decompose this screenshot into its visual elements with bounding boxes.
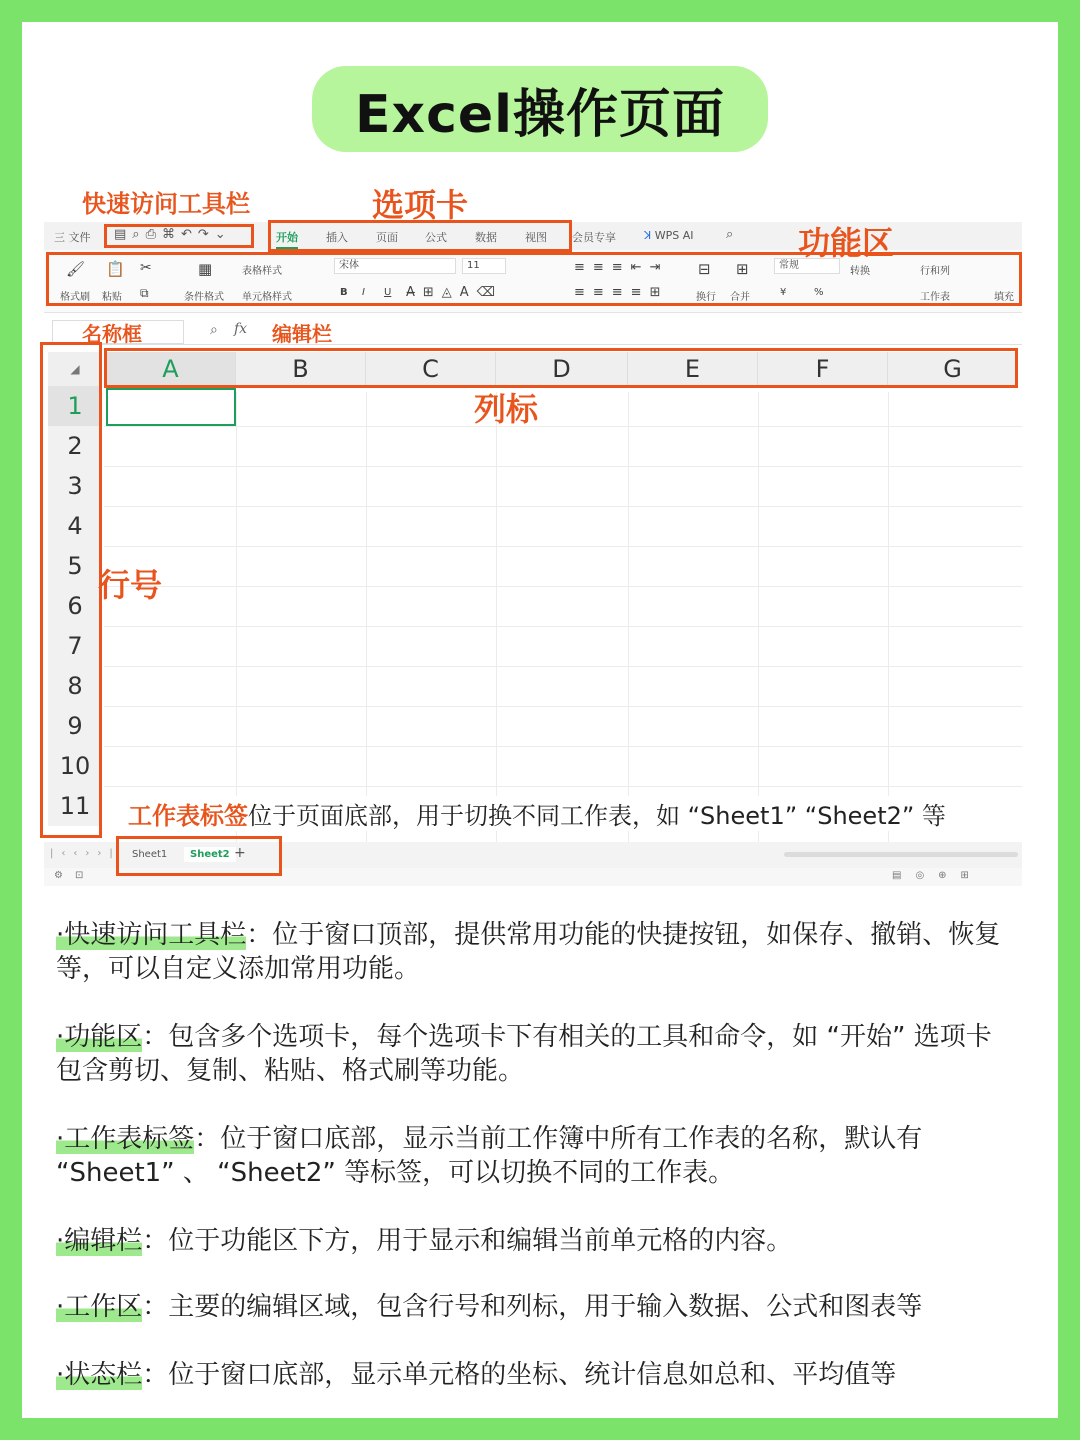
bold-button[interactable]: B — [340, 287, 348, 298]
gridline — [104, 586, 1022, 587]
row-header[interactable]: 9 — [48, 706, 102, 746]
column-header[interactable]: E — [628, 352, 758, 386]
tab-member[interactable]: 会员专享 — [572, 231, 616, 244]
font-size-select[interactable]: 11 — [462, 258, 506, 274]
row-header[interactable]: 10 — [48, 746, 102, 786]
gridline — [104, 506, 1022, 507]
font-tools-icons[interactable]: A̶⊞◬A⌫ — [406, 285, 504, 300]
tab-insert[interactable]: 插入 — [326, 231, 348, 244]
tab-page[interactable]: 页面 — [376, 231, 398, 244]
conditional-format-label[interactable]: 条件格式 — [184, 292, 224, 303]
align-bottom-icons[interactable]: ≡≡≡≡⊞ — [574, 285, 669, 300]
sheet-nav-arrows[interactable]: |‹‹››| — [50, 848, 121, 859]
row-header[interactable]: 2 — [48, 426, 102, 466]
gridline — [236, 392, 237, 842]
row-header[interactable]: 3 — [48, 466, 102, 506]
row-header[interactable]: 1 — [48, 386, 102, 426]
file-menu[interactable]: 三 文件 — [54, 231, 91, 244]
cut-icon[interactable]: ✂ — [140, 260, 152, 276]
gridline — [888, 392, 889, 842]
row-header[interactable]: 4 — [48, 506, 102, 546]
gridline — [366, 392, 367, 842]
desc-formula-bar: ·编辑栏：位于功能区下方，用于显示和编辑当前单元格的内容。 — [56, 1226, 793, 1256]
currency-button[interactable]: ¥ — [780, 287, 787, 298]
wrap-icon[interactable]: ⊟ — [698, 260, 711, 278]
sheet-tab-note: 工作表标签位于页面底部，用于切换不同工作表，如 “Sheet1” “Sheet2” 等 — [128, 796, 946, 831]
search-icon[interactable]: ⌕ — [726, 227, 734, 242]
column-header-highlight — [104, 348, 1018, 388]
name-box-label: 名称框 — [82, 322, 142, 346]
gridline — [104, 666, 1022, 667]
wps-ai-icon: ꓘ — [644, 229, 652, 242]
gridline — [104, 746, 1022, 747]
percent-button[interactable]: % — [814, 287, 824, 298]
worksheet-button[interactable]: 工作表 — [920, 292, 950, 303]
quick-access-icons[interactable]: ▤⌕⎙⌘↶↷⌄ — [114, 227, 232, 242]
horizontal-scrollbar[interactable] — [784, 852, 1018, 857]
gridline — [104, 466, 1022, 467]
row-header[interactable]: 8 — [48, 666, 102, 706]
table-style-button[interactable]: 表格样式 — [242, 266, 282, 277]
tab-start[interactable]: 开始 — [276, 229, 298, 249]
convert-button[interactable]: 转换 — [850, 266, 870, 277]
conditional-format-icon[interactable]: ▦ — [198, 260, 213, 278]
desc-work-area: ·工作区：主要的编辑区域，包含行号和列标，用于输入数据、公式和图表等 — [56, 1292, 923, 1322]
rows-cols-button[interactable]: 行和列 — [920, 266, 950, 277]
gridline — [496, 392, 497, 842]
merge-button[interactable]: 合并 — [730, 292, 750, 303]
sheet-tab-highlight — [116, 836, 282, 876]
fx-icon[interactable]: fx — [234, 321, 248, 337]
gridline — [758, 392, 759, 842]
tab-data[interactable]: 数据 — [475, 231, 497, 244]
formula-bar — [44, 318, 1022, 345]
paste-label[interactable]: 粘贴 — [102, 292, 122, 303]
formula-bar-label: 编辑栏 — [272, 322, 332, 346]
page-title: Excel操作页面 — [312, 66, 768, 152]
ribbon-label: 功能区 — [798, 224, 895, 262]
desc-status-bar: ·状态栏：位于窗口底部，显示单元格的坐标、统计信息如总和、平均值等 — [56, 1360, 897, 1390]
format-painter-label[interactable]: 格式刷 — [60, 292, 90, 303]
status-left-icons[interactable]: ⚙⊡ — [54, 870, 96, 881]
desc-sheet-tab: ·工作表标签：位于窗口底部，显示当前工作簿中所有工作表的名称，默认有 “Sheet1” 、 “Sheet2” 等标签，可以切换不同的工作表。 — [56, 1124, 923, 1188]
gridline — [104, 706, 1022, 707]
row-number-label: 行号 — [98, 566, 163, 604]
wrap-button[interactable]: 换行 — [696, 292, 716, 303]
gridline — [104, 626, 1022, 627]
format-painter-icon[interactable]: 🖌 — [66, 260, 86, 278]
row-header[interactable]: 7 — [48, 626, 102, 666]
select-all-corner[interactable]: ◢ — [48, 352, 102, 386]
row-header[interactable]: 6 — [48, 586, 102, 626]
row-header[interactable]: 5 — [48, 546, 102, 586]
view-mode-icons[interactable]: ▤◎⊕⊞ — [892, 870, 983, 881]
add-sheet-button[interactable]: + — [234, 845, 246, 861]
tab-view[interactable]: 视图 — [525, 231, 547, 244]
quick-access-highlight — [104, 224, 254, 248]
font-name-select[interactable]: 宋体 — [334, 258, 456, 274]
active-cell-a1[interactable] — [106, 388, 236, 426]
desc-quick-access: ·快速访问工具栏：位于窗口顶部，提供常用功能的快捷按钮，如保存、撤销、恢复等，可以自定义添加常用功能。 — [56, 920, 1001, 984]
column-header[interactable]: B — [236, 352, 366, 386]
quick-access-label: 快速访问工具栏 — [82, 190, 250, 218]
column-header[interactable]: G — [888, 352, 1018, 386]
fill-button[interactable]: 填充 — [994, 292, 1014, 303]
gridline — [628, 392, 629, 842]
tab-formula[interactable]: 公式 — [425, 231, 447, 244]
gridline — [104, 546, 1022, 547]
column-header[interactable]: F — [758, 352, 888, 386]
zoom-icon[interactable]: ⌕ — [210, 322, 218, 338]
align-top-icons[interactable]: ≡≡≡⇤⇥ — [574, 260, 669, 275]
tabs-label: 选项卡 — [372, 186, 469, 224]
cell-style-button[interactable]: 单元格样式 — [242, 292, 292, 303]
gridline — [104, 786, 1022, 787]
underline-button[interactable]: U — [384, 287, 392, 298]
column-header[interactable]: D — [496, 352, 628, 386]
row-number-highlight — [40, 342, 102, 838]
sheet-tab-sheet2[interactable]: Sheet2 — [184, 847, 236, 862]
sheet-tab-sheet1[interactable]: Sheet1 — [132, 849, 168, 860]
italic-button[interactable]: I — [362, 287, 365, 298]
row-header[interactable]: 11 — [48, 786, 102, 826]
wps-ai-button[interactable]: ꓘ WPS AI — [644, 229, 694, 242]
copy-icon[interactable]: ⧉ — [140, 286, 149, 300]
gridline — [104, 426, 1022, 427]
column-header[interactable]: A — [106, 352, 236, 386]
paste-icon[interactable]: 📋 — [106, 260, 125, 278]
number-format-select[interactable]: 常规 — [774, 258, 840, 274]
desc-ribbon: ·功能区：包含多个选项卡，每个选项卡下有相关的工具和命令，如 “开始” 选项卡包含剪切、复制、粘贴、格式刷等功能。 — [56, 1022, 992, 1086]
merge-icon[interactable]: ⊞ — [736, 260, 749, 278]
column-header[interactable]: C — [366, 352, 496, 386]
column-header-label: 列标 — [474, 390, 539, 428]
